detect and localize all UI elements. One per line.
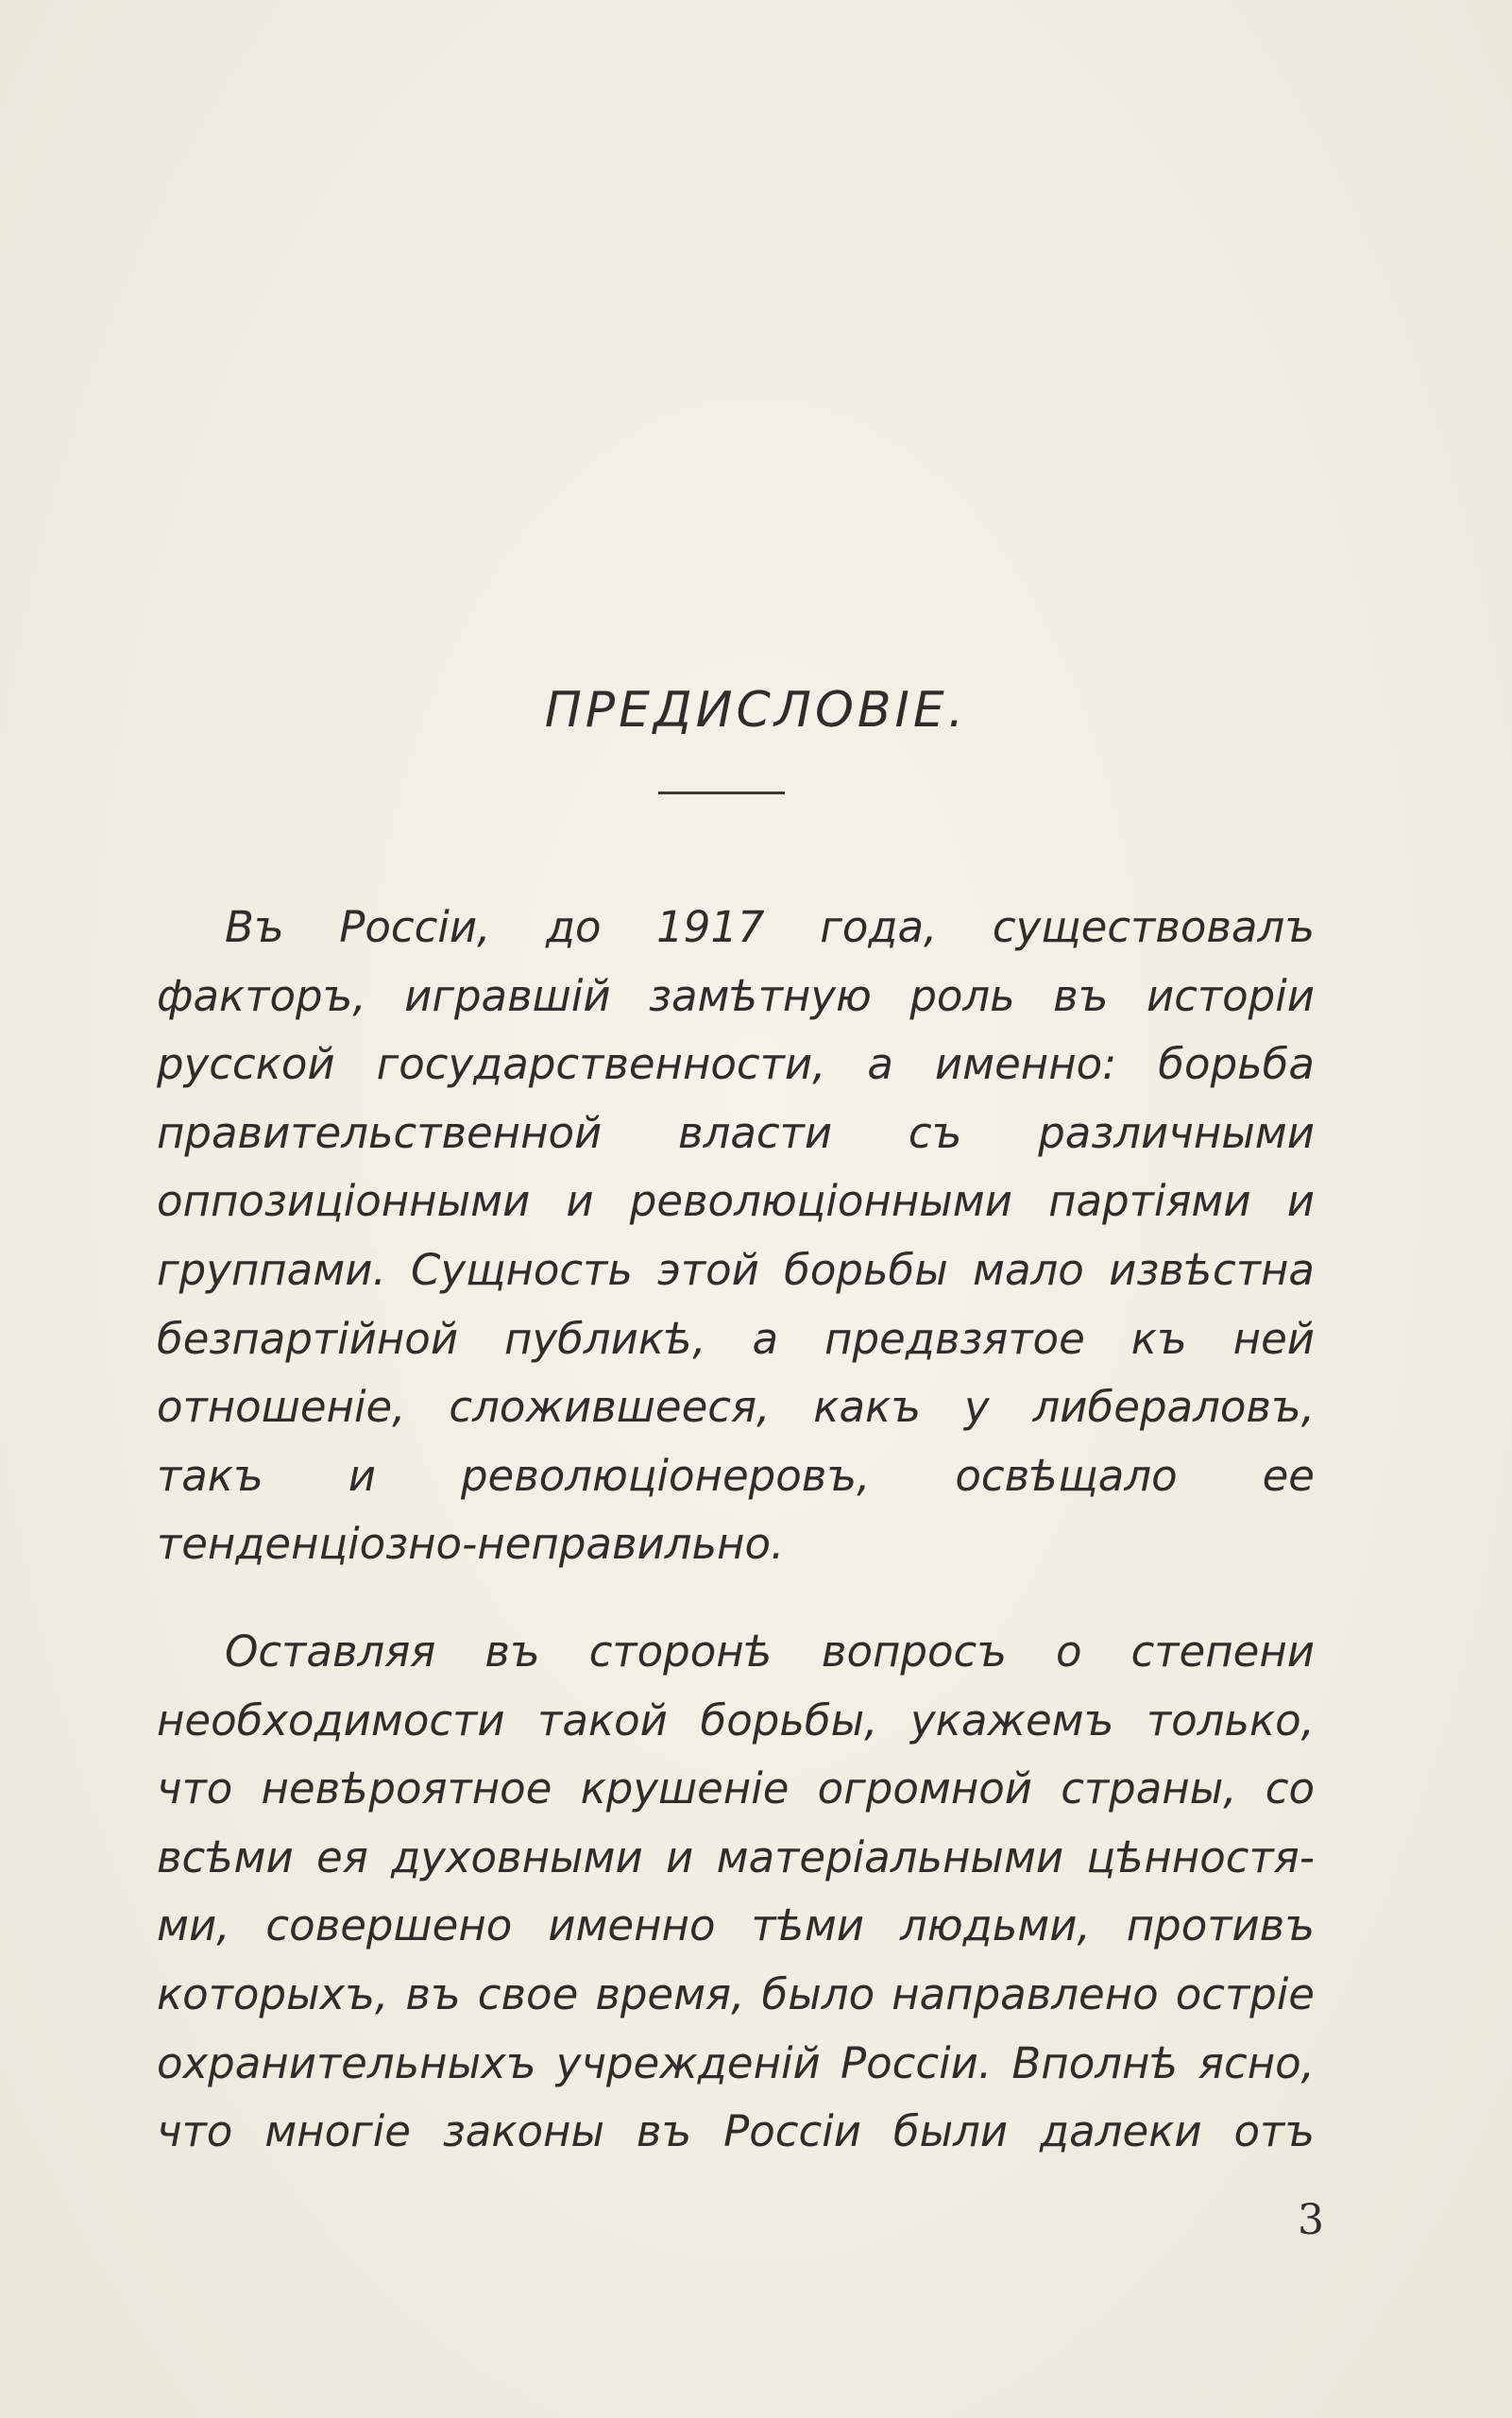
heading-rule: [658, 792, 785, 794]
chapter-heading: ПРЕДИСЛОВІЕ.: [544, 682, 968, 739]
paragraph-2: Оставляя въ сторонѣ вопросъ о степени необходимости такой борьбы, укажемъ только, что невѣроятное крушеніе огромной страны, со всѣми ея духовными и матеріальными цѣнностями, совершено именно тѣми людьми, противъ которыхъ, въ свое время, было направлено остріе охранительныхъ учрежденій Россіи. Вполнѣ ясно, что многіе законы въ Россіи были далеки отъ: [157, 1626, 1315, 2157]
paragraph-1: Въ Россіи, до 1917 года, существовалъ факторъ, игравшій замѣтную роль въ исторіи русской государственности, а именно: борьба правительственной власти съ различными оппозиціонными и революціонными партіями и группами. Сущность этой борьбы мало извѣстна безпартійной публикѣ, а предвзятое къ ней отношеніе, сложившееся, какъ у либераловъ, такъ и революціонеровъ, освѣщало ее тенденціозно-неправильно.: [157, 902, 1315, 1570]
page-number: 3: [1298, 2196, 1324, 2244]
body-text: [157, 894, 1315, 2167]
